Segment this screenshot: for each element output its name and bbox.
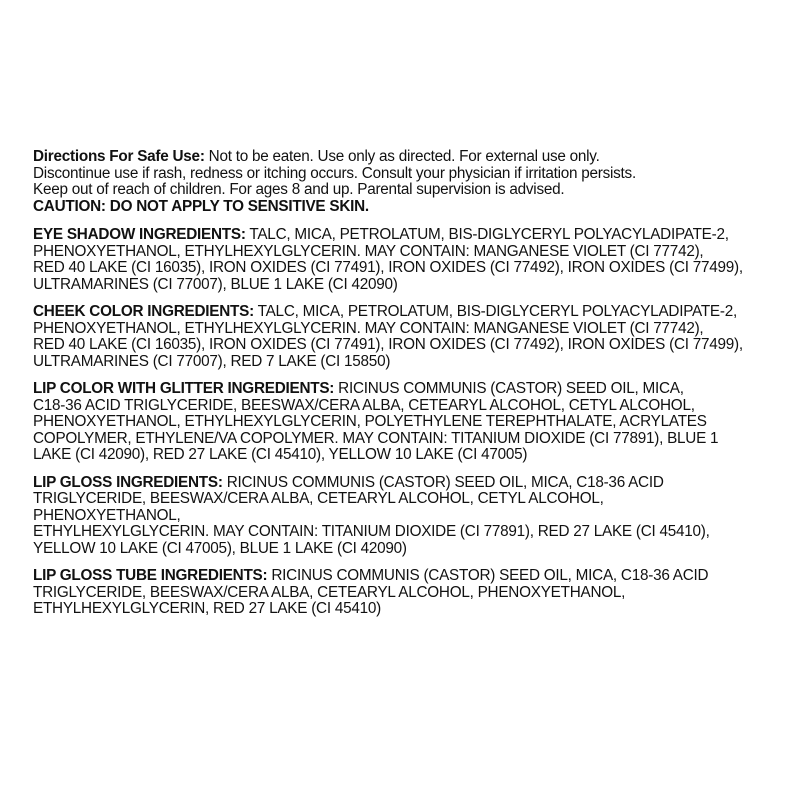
ingredients-line: PHENOXYETHANOL, ETHYLHEXYLGLYCERIN. MAY CONTAIN: MANGANESE VIOLET (CI 77742),	[33, 319, 704, 337]
directions-heading: Directions For Safe Use:	[33, 148, 205, 165]
ingredients-line: TRIGLYCERIDE, BEESWAX/CERA ALBA, CETEARYL ALCOHOL, PHENOXYETHANOL,	[33, 583, 626, 601]
section-heading: EYE SHADOW INGREDIENTS:	[33, 226, 246, 243]
directions-line-3: Keep out of reach of children. For ages 8 and up. Parental supervision is advised.	[33, 181, 565, 198]
ingredients-line: ETHYLHEXYLGLYCERIN, RED 27 LAKE (CI 45410)	[33, 600, 381, 617]
ingredients-line	[33, 568, 773, 585]
directions-line-2: Discontinue use if rash, redness or itching occurs. Consult your physician if irritation persists.	[33, 164, 636, 182]
section-heading: LIP GLOSS TUBE INGREDIENTS:	[33, 567, 268, 584]
ingredients-line: PHENOXYETHANOL, ETHYLHEXYLGLYCERIN, POLYETHYLENE TEREPHTHALATE, ACRYLATES	[33, 413, 707, 430]
ingredients-line	[33, 227, 773, 244]
ingredients-line: LAKE (CI 42090), RED 27 LAKE (CI 45410), YELLOW 10 LAKE (CI 47005)	[33, 446, 528, 463]
cheek-color-ingredients	[33, 304, 773, 370]
eye-shadow-ingredients	[33, 227, 773, 293]
directions-text: Not to be eaten. Use only as directed. For external use only.	[204, 148, 600, 165]
lip-gloss-tube-ingredients	[33, 568, 773, 618]
ingredients-text: RICINUS COMMUNIS (CASTOR) SEED OIL, MICA, C18-36 ACID	[267, 567, 709, 584]
ingredients-line: PHENOXYETHANOL, ETHYLHEXYLGLYCERIN. MAY CONTAIN: MANGANESE VIOLET (CI 77742),	[33, 242, 704, 260]
ingredients-line: COPOLYMER, ETHYLENE/VA COPOLYMER. MAY CONTAIN: TITANIUM DIOXIDE (CI 77891), BLUE 1	[33, 429, 719, 447]
section-heading: LIP COLOR WITH GLITTER INGREDIENTS:	[33, 380, 335, 397]
ingredients-line: PHENOXYETHANOL,	[33, 506, 181, 524]
ingredients-line: ETHYLHEXYLGLYCERIN. MAY CONTAIN: TITANIUM DIOXIDE (CI 77891), RED 27 LAKE (CI 45410),	[33, 523, 710, 540]
ingredients-text: RICINUS COMMUNIS (CASTOR) SEED OIL, MICA, C18-36 ACID	[222, 473, 664, 491]
lip-color-glitter-ingredients	[33, 381, 773, 464]
ingredients-text: RICINUS COMMUNIS (CASTOR) SEED OIL, MICA,	[334, 380, 684, 397]
ingredients-line: YELLOW 10 LAKE (CI 47005), BLUE 1 LAKE (CI 42090)	[33, 539, 407, 557]
ingredients-line: C18-36 ACID TRIGLYCERIDE, BEESWAX/CERA ALBA, CETEARYL ALCOHOL, CETYL ALCOHOL,	[33, 396, 695, 414]
ingredients-line: ULTRAMARINES (CI 77007), RED 7 LAKE (CI 15850)	[33, 352, 391, 370]
ingredients-line	[33, 304, 773, 321]
ingredients-text: TALC, MICA, PETROLATUM, BIS-DIGLYCERYL POLYACYLADIPATE-2,	[253, 303, 737, 320]
directions-line-1	[33, 149, 773, 166]
ingredients-line: ULTRAMARINES (CI 77007), BLUE 1 LAKE (CI 42090)	[33, 275, 398, 293]
ingredients-line: RED 40 LAKE (CI 16035), IRON OXIDES (CI 77491), IRON OXIDES (CI 77492), IRON OXIDES (CI 77499),	[33, 259, 743, 276]
ingredients-text: TALC, MICA, PETROLATUM, BIS-DIGLYCERYL POLYACYLADIPATE-2,	[245, 226, 729, 243]
ingredients-line	[33, 475, 773, 492]
ingredients-line: RED 40 LAKE (CI 16035), IRON OXIDES (CI 77491), IRON OXIDES (CI 77492), IRON OXIDES (CI 77499),	[33, 336, 743, 353]
section-heading: CHEEK COLOR INGREDIENTS:	[33, 303, 254, 320]
lip-gloss-ingredients	[33, 475, 773, 558]
caution-warning: CAUTION: DO NOT APPLY TO SENSITIVE SKIN.	[33, 197, 369, 215]
ingredients-line: TRIGLYCERIDE, BEESWAX/CERA ALBA, CETEARYL ALCOHOL, CETYL ALCOHOL,	[33, 490, 604, 507]
ingredients-line	[33, 381, 773, 398]
label-text-block	[33, 149, 773, 629]
section-heading: LIP GLOSS INGREDIENTS:	[33, 473, 223, 491]
directions-section	[33, 149, 773, 215]
